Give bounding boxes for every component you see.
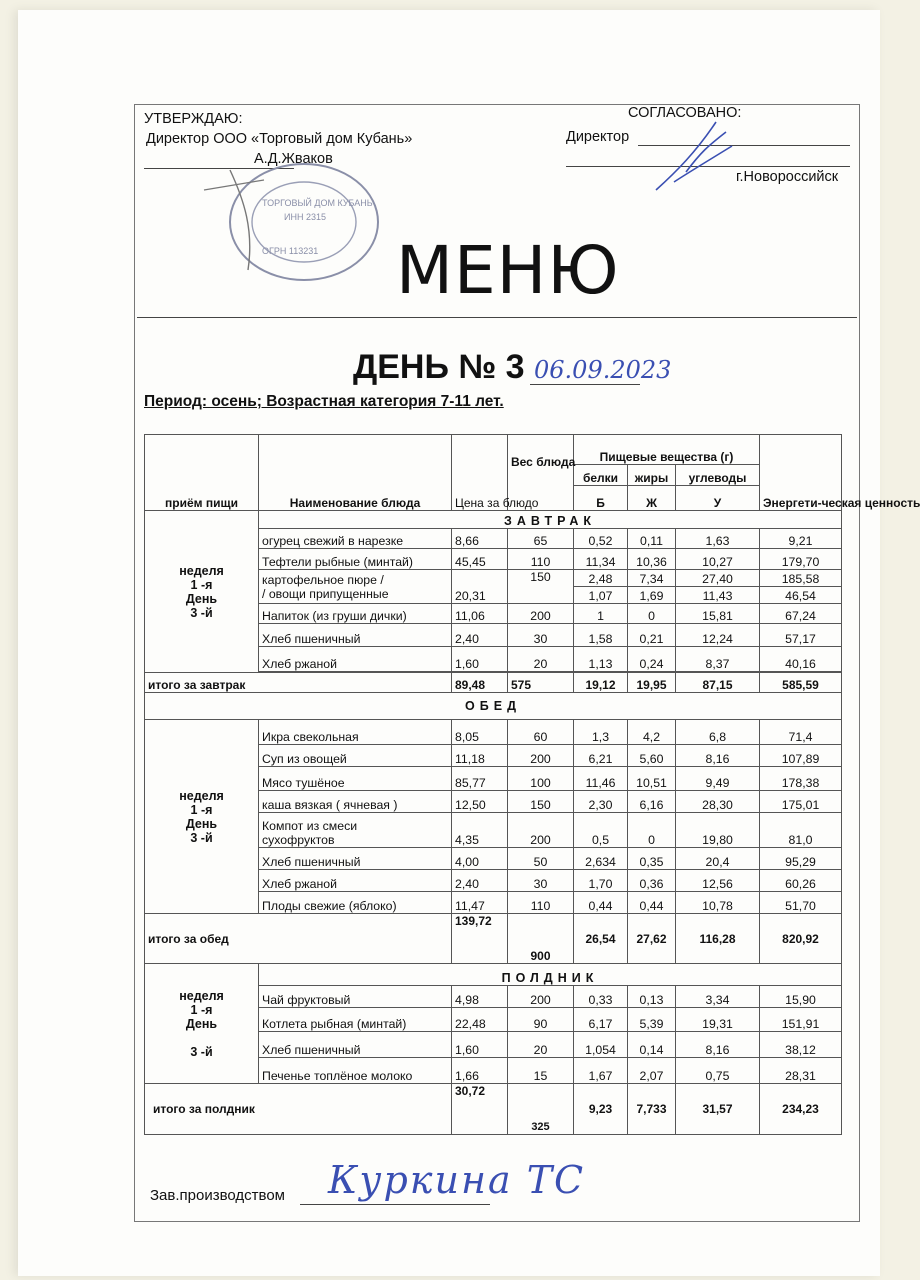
protein-cell: 11,46 [574, 767, 628, 791]
director-signature [646, 112, 736, 202]
dish-name: Хлеб ржаной [259, 870, 452, 892]
col-carbs-short: У [676, 486, 760, 511]
total-protein: 9,23 [574, 1084, 628, 1135]
protein-cell: 1,58 [574, 624, 628, 647]
dish-name: Напиток (из груши дички) [259, 604, 452, 624]
protein-cell: 0,52 [574, 529, 628, 549]
fat-cell: 0,44 [628, 892, 676, 914]
total-weight: 325 [508, 1084, 574, 1135]
page-title: МЕНЮ [396, 232, 620, 309]
energy-cell: 60,26 [760, 870, 842, 892]
total-energy: 820,92 [760, 914, 842, 964]
weight-cell: 200 [508, 604, 574, 624]
breakfast-meal-label: неделя 1 -я День 3 -й [145, 511, 259, 673]
protein-cell: 1,054 [574, 1032, 628, 1058]
fat-cell: 6,16 [628, 791, 676, 813]
total-carbs: 116,28 [676, 914, 760, 964]
protein-cell: 0,5 [574, 813, 628, 848]
energy-cell: 51,70 [760, 892, 842, 914]
fat-cell: 5,39 [628, 1008, 676, 1032]
fat-cell: 1,69 [628, 587, 676, 604]
fat-cell: 0,14 [628, 1032, 676, 1058]
carbs-cell: 9,49 [676, 767, 760, 791]
energy-cell: 67,24 [760, 604, 842, 624]
total-fat: 7,733 [628, 1084, 676, 1135]
price-cell: 1,60 [452, 1032, 508, 1058]
weight-cell: 20 [508, 647, 574, 672]
carbs-cell: 0,75 [676, 1058, 760, 1084]
total-carbs: 31,57 [676, 1084, 760, 1135]
energy-cell: 40,16 [760, 647, 842, 672]
city: г.Новороссийск [736, 169, 839, 185]
lunch-total-row [145, 914, 842, 964]
carbs-cell: 1,63 [676, 529, 760, 549]
fat-cell: 0,11 [628, 529, 676, 549]
date-handwritten: 06.09.2023 [534, 356, 672, 384]
dish-name: Печенье топлёное молоко [259, 1058, 452, 1084]
title-rule [137, 317, 857, 318]
dish-name: Котлета рыбная (минтай) [259, 1008, 452, 1032]
price-cell: 45,45 [452, 549, 508, 570]
weight-cell: 65 [508, 529, 574, 549]
carbs-cell: 20,4 [676, 848, 760, 870]
day-label: ДЕНЬ № 3 [353, 348, 525, 386]
dish-name: картофельное пюре / / овощи припущенные [259, 570, 452, 604]
col-weight: Вес блюда [508, 435, 574, 511]
carbs-cell: 8,16 [676, 1032, 760, 1058]
price-cell: 20,31 [452, 570, 508, 604]
lunch-meal-label: неделя 1 -я День 3 -й [145, 720, 259, 914]
price-cell: 22,48 [452, 1008, 508, 1032]
total-label: итого за завтрак [145, 673, 452, 693]
price-cell: 2,40 [452, 870, 508, 892]
total-label: итого за полдник [145, 1084, 452, 1135]
manager-label: Зав.производством [150, 1187, 285, 1204]
price-cell: 11,06 [452, 604, 508, 624]
protein-cell: 0,44 [574, 892, 628, 914]
fat-cell: 0,13 [628, 986, 676, 1008]
dish-name: Плоды свежие (яблоко) [259, 892, 452, 914]
col-meal: приём пищи [145, 435, 259, 511]
price-cell: 11,47 [452, 892, 508, 914]
col-energy: Энергети-ческая ценность [760, 435, 842, 511]
period-line: Период: осень; Возрастная категория 7-11 лет. [144, 393, 504, 410]
energy-cell: 179,70 [760, 549, 842, 570]
carbs-cell: 19,31 [676, 1008, 760, 1032]
col-carbs: углеводы [676, 465, 760, 486]
approve-position: Директор ООО «Торговый дом Кубань» [146, 131, 413, 147]
energy-cell: 178,38 [760, 767, 842, 791]
dish-name: огурец свежий в нарезке [259, 529, 452, 549]
carbs-cell: 10,27 [676, 549, 760, 570]
carbs-cell: 8,16 [676, 745, 760, 767]
snack-total-row [145, 1084, 842, 1135]
fat-cell: 10,51 [628, 767, 676, 791]
weight-cell: 110 [508, 549, 574, 570]
snack-meal-label: неделя 1 -я День 3 -й [145, 964, 259, 1084]
col-protein: белки [574, 465, 628, 486]
breakfast-section: ЗАВТРАК [259, 511, 842, 529]
dish-name: Икра свекольная [259, 720, 452, 745]
weight-cell: 15 [508, 1058, 574, 1084]
stamp-text-2: ИНН 2315 [284, 212, 326, 222]
weight-cell: 100 [508, 767, 574, 791]
price-cell: 4,00 [452, 848, 508, 870]
total-energy: 234,23 [760, 1084, 842, 1135]
approve-name: А.Д.Жваков [254, 151, 333, 167]
energy-cell: 151,91 [760, 1008, 842, 1032]
fat-cell: 4,2 [628, 720, 676, 745]
protein-cell: 1,70 [574, 870, 628, 892]
price-cell: 12,50 [452, 791, 508, 813]
col-nutrients: Пищевые вещества (г) [574, 435, 760, 465]
dish-name: Суп из овощей [259, 745, 452, 767]
carbs-cell: 27,40 [676, 570, 760, 587]
protein-cell: 2,48 [574, 570, 628, 587]
total-weight: 575 [508, 673, 574, 693]
protein-cell: 1,67 [574, 1058, 628, 1084]
fat-cell: 5,60 [628, 745, 676, 767]
weight-cell: 30 [508, 624, 574, 647]
dish-name: каша вязкая ( ячневая ) [259, 791, 452, 813]
col-fat-short: Ж [628, 486, 676, 511]
price-cell: 85,77 [452, 767, 508, 791]
manager-signature-line [300, 1204, 490, 1205]
weight-cell: 150 [508, 570, 574, 604]
fat-cell: 0 [628, 604, 676, 624]
dish-name: Тефтели рыбные (минтай) [259, 549, 452, 570]
total-protein: 19,12 [574, 673, 628, 693]
col-price: Цена за блюдо [452, 435, 508, 511]
energy-cell: 15,90 [760, 986, 842, 1008]
total-fat: 27,62 [628, 914, 676, 964]
fat-cell: 0,24 [628, 647, 676, 672]
protein-cell: 2,634 [574, 848, 628, 870]
price-cell: 2,40 [452, 624, 508, 647]
carbs-cell: 10,78 [676, 892, 760, 914]
weight-cell: 90 [508, 1008, 574, 1032]
stamp-text-1: ТОРГОВЫЙ ДОМ КУБАНЬ [262, 198, 373, 208]
total-price: 30,72 [452, 1084, 508, 1135]
price-cell: 4,35 [452, 813, 508, 848]
price-cell: 4,98 [452, 986, 508, 1008]
protein-cell: 1 [574, 604, 628, 624]
weight-cell: 30 [508, 870, 574, 892]
fat-cell: 10,36 [628, 549, 676, 570]
protein-cell: 6,17 [574, 1008, 628, 1032]
total-fat: 19,95 [628, 673, 676, 693]
weight-cell: 110 [508, 892, 574, 914]
carbs-cell: 15,81 [676, 604, 760, 624]
dish-name: Хлеб пшеничный [259, 848, 452, 870]
price-cell: 8,66 [452, 529, 508, 549]
protein-cell: 1,13 [574, 647, 628, 672]
protein-cell: 11,34 [574, 549, 628, 570]
weight-cell: 200 [508, 745, 574, 767]
carbs-cell: 6,8 [676, 720, 760, 745]
col-protein-short: Б [574, 486, 628, 511]
protein-cell: 2,30 [574, 791, 628, 813]
fat-cell: 0,35 [628, 848, 676, 870]
date-line [530, 384, 640, 385]
price-cell: 11,18 [452, 745, 508, 767]
protein-cell: 0,33 [574, 986, 628, 1008]
lunch-section: ОБЕД [145, 693, 842, 720]
energy-cell: 46,54 [760, 587, 842, 604]
energy-cell: 9,21 [760, 529, 842, 549]
protein-cell: 6,21 [574, 745, 628, 767]
dish-name: Компот из смеси сухофруктов [259, 813, 452, 848]
total-protein: 26,54 [574, 914, 628, 964]
energy-cell: 185,58 [760, 570, 842, 587]
table-row [145, 720, 842, 745]
weight-cell: 150 [508, 791, 574, 813]
fat-cell: 0 [628, 813, 676, 848]
price-cell: 1,60 [452, 647, 508, 672]
agree-position: Директор [566, 129, 630, 145]
energy-cell: 38,12 [760, 1032, 842, 1058]
energy-cell: 107,89 [760, 745, 842, 767]
protein-cell: 1,3 [574, 720, 628, 745]
carbs-cell: 19,80 [676, 813, 760, 848]
dish-name: Мясо тушёное [259, 767, 452, 791]
fat-cell: 0,36 [628, 870, 676, 892]
weight-cell: 200 [508, 986, 574, 1008]
weight-cell: 20 [508, 1032, 574, 1058]
energy-cell: 57,17 [760, 624, 842, 647]
company-stamp [224, 160, 384, 285]
dish-name: Чай фруктовый [259, 986, 452, 1008]
energy-cell: 81,0 [760, 813, 842, 848]
menu-table [144, 434, 920, 1135]
price-cell: 8,05 [452, 720, 508, 745]
carbs-cell: 8,37 [676, 647, 760, 672]
weight-cell: 200 [508, 813, 574, 848]
energy-cell: 71,4 [760, 720, 842, 745]
agree-label: СОГЛАСОВАНО: [628, 105, 742, 121]
total-label: итого за обед [145, 914, 452, 964]
total-carbs: 87,15 [676, 673, 760, 693]
manager-signature: Куркина ТС [328, 1158, 586, 1202]
carbs-cell: 11,43 [676, 587, 760, 604]
fat-cell: 0,21 [628, 624, 676, 647]
fat-cell: 2,07 [628, 1058, 676, 1084]
carbs-cell: 12,24 [676, 624, 760, 647]
dish-name: Хлеб пшеничный [259, 1032, 452, 1058]
dish-name: Хлеб ржаной [259, 647, 452, 672]
col-fat: жиры [628, 465, 676, 486]
approve-label: УТВЕРЖДАЮ: [144, 111, 243, 127]
breakfast-total-row [145, 673, 842, 693]
stamp-text-3: ОГРН 113231 [262, 246, 319, 256]
col-dish: Наименование блюда [259, 435, 452, 511]
dish-name: Хлеб пшеничный [259, 624, 452, 647]
energy-cell: 95,29 [760, 848, 842, 870]
total-price: 139,72 [452, 914, 508, 964]
weight-cell: 50 [508, 848, 574, 870]
fat-cell: 7,34 [628, 570, 676, 587]
protein-cell: 1,07 [574, 587, 628, 604]
total-price: 89,48 [452, 673, 508, 693]
carbs-cell: 12,56 [676, 870, 760, 892]
energy-cell: 175,01 [760, 791, 842, 813]
total-energy: 585,59 [760, 673, 842, 693]
carbs-cell: 28,30 [676, 791, 760, 813]
energy-cell: 28,31 [760, 1058, 842, 1084]
carbs-cell: 3,34 [676, 986, 760, 1008]
snack-section: ПОЛДНИК [259, 964, 842, 986]
price-cell: 1,66 [452, 1058, 508, 1084]
weight-cell: 60 [508, 720, 574, 745]
total-weight: 900 [508, 914, 574, 964]
